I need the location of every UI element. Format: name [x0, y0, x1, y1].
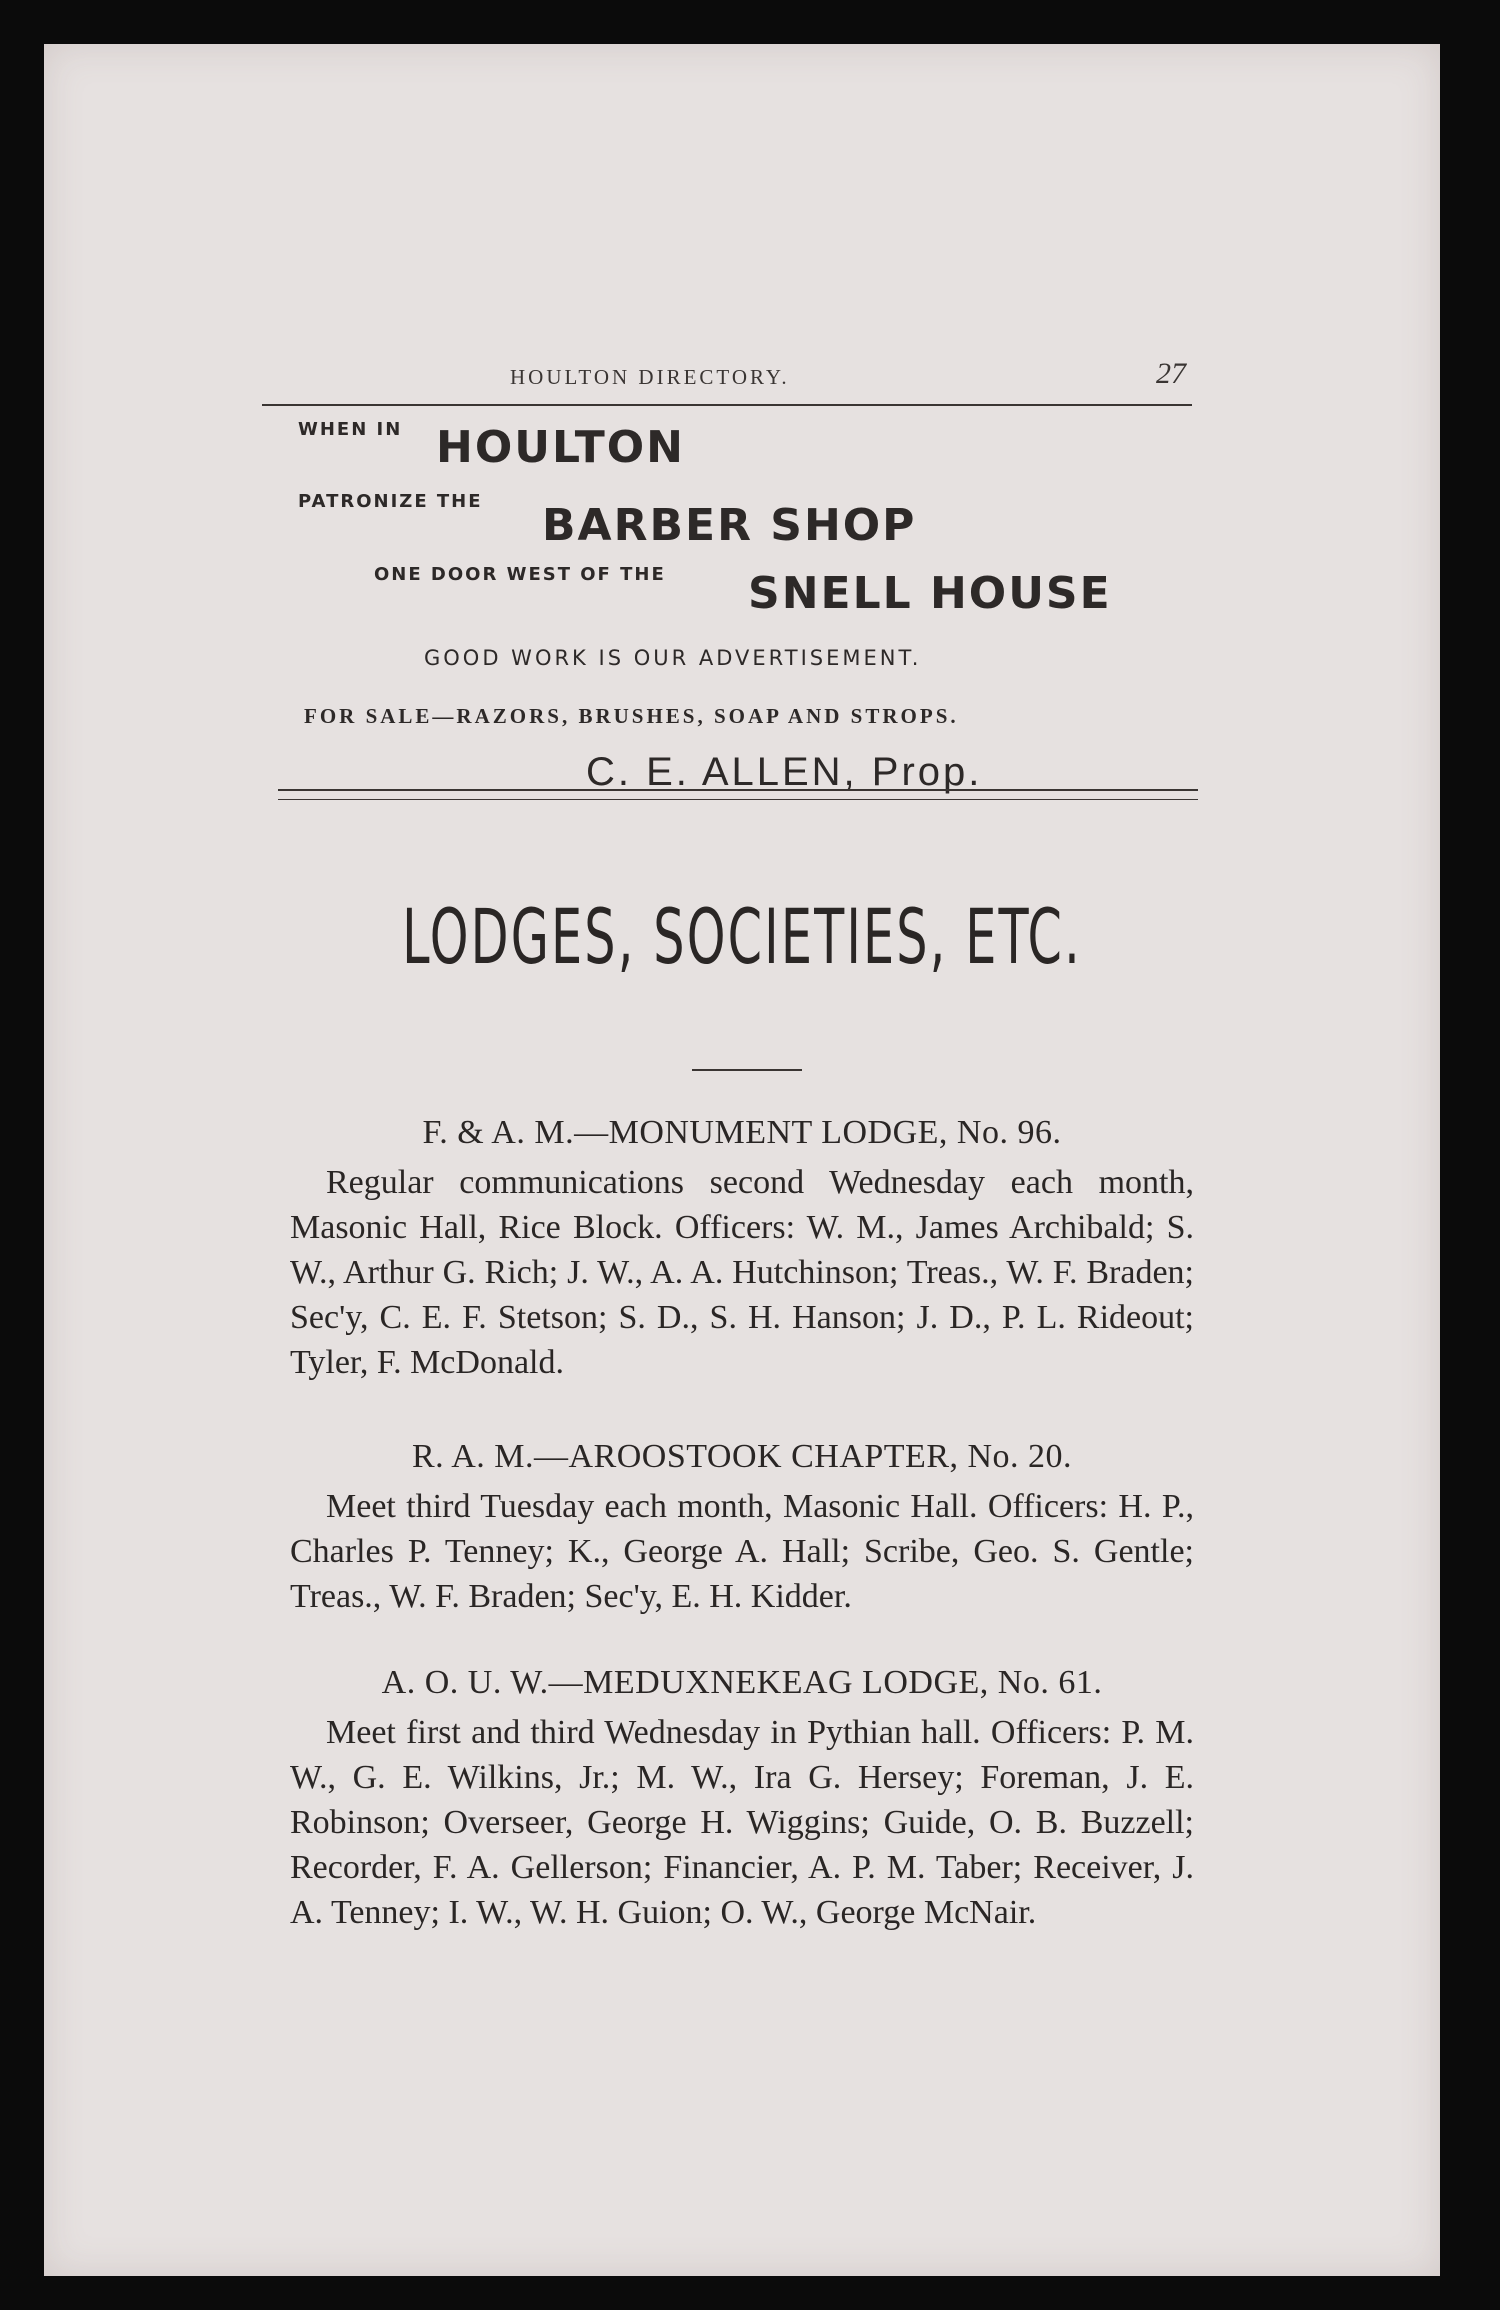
ad-when-in: WHEN IN — [298, 419, 403, 440]
lodge-body: Meet third Tuesday each month, Masonic Hall. Officers: H. P., Charles P. Tenney; K., George A. Hall; Scribe, Geo. S. Gentle; Treas., W. F. Braden; Sec'y, E. H. Kidder. — [290, 1488, 1194, 1615]
lodge-body: Regular communications second Wednesday each month, Masonic Hall, Rice Block. Officers: W. M., James Archibald; S. W., Arthur G. Rich; J. W., A. A. Hutchinson; Treas., W. F. Braden; Sec'y, C. E. F. Stetson; S. D., S. H. Hanson; J. D., P. L. Rideout; Tyler, F. McDonald. — [290, 1164, 1194, 1381]
lodge-body: Meet first and third Wednesday in Pythian hall. Officers: P. M. W., G. E. Wilkins, Jr.; M. W., Ira G. Hersey; Foreman, J. E. Robinson; Overseer, George H. Wiggins; Guide, O. B. Buzzell; Recorder, F. A. Gellerson; Financier, A. P. M. Taber; Receiver, J. A. Tenney; I. W., W. H. Guion; O. W., George McNair. — [290, 1714, 1194, 1931]
ad-one-door-west: ONE DOOR WEST OF THE — [374, 564, 666, 585]
ad-proprietor: C. E. ALLEN, Prop. — [586, 750, 983, 794]
page-number: 27 — [1156, 357, 1186, 390]
ad-for-sale: FOR SALE—RAZORS, BRUSHES, SOAP AND STROPS. — [304, 704, 959, 728]
lodge-heading: F. & A. M.—MONUMENT LODGE, No. 96. — [422, 1114, 1062, 1151]
book-page — [44, 44, 1440, 2276]
ad-slogan: GOOD WORK IS OUR ADVERTISEMENT. — [424, 646, 922, 670]
title-rule — [692, 1069, 802, 1071]
header-rule — [262, 404, 1192, 406]
ad-snell-house: SNELL HOUSE — [748, 568, 1112, 619]
lodge-entry-meduxnekeag — [290, 1664, 1194, 1935]
ad-double-rule — [278, 789, 1198, 800]
ad-patronize-the: PATRONIZE THE — [298, 491, 483, 512]
lodge-heading: R. A. M.—AROOSTOOK CHAPTER, No. 20. — [411, 1438, 1073, 1475]
header-title: HOULTON DIRECTORY. — [510, 365, 790, 389]
section-title: LODGES, SOCIETIES, ETC. — [402, 892, 1082, 981]
ad-barber-shop: BARBER SHOP — [542, 500, 917, 551]
lodge-entry-aroostook — [290, 1438, 1194, 1619]
lodge-entry-monument — [290, 1114, 1194, 1385]
running-header — [262, 319, 1192, 409]
lodge-heading: A. O. U. W.—MEDUXNEKEAG LODGE, No. 61. — [381, 1664, 1103, 1701]
ad-houlton: HOULTON — [436, 422, 685, 473]
